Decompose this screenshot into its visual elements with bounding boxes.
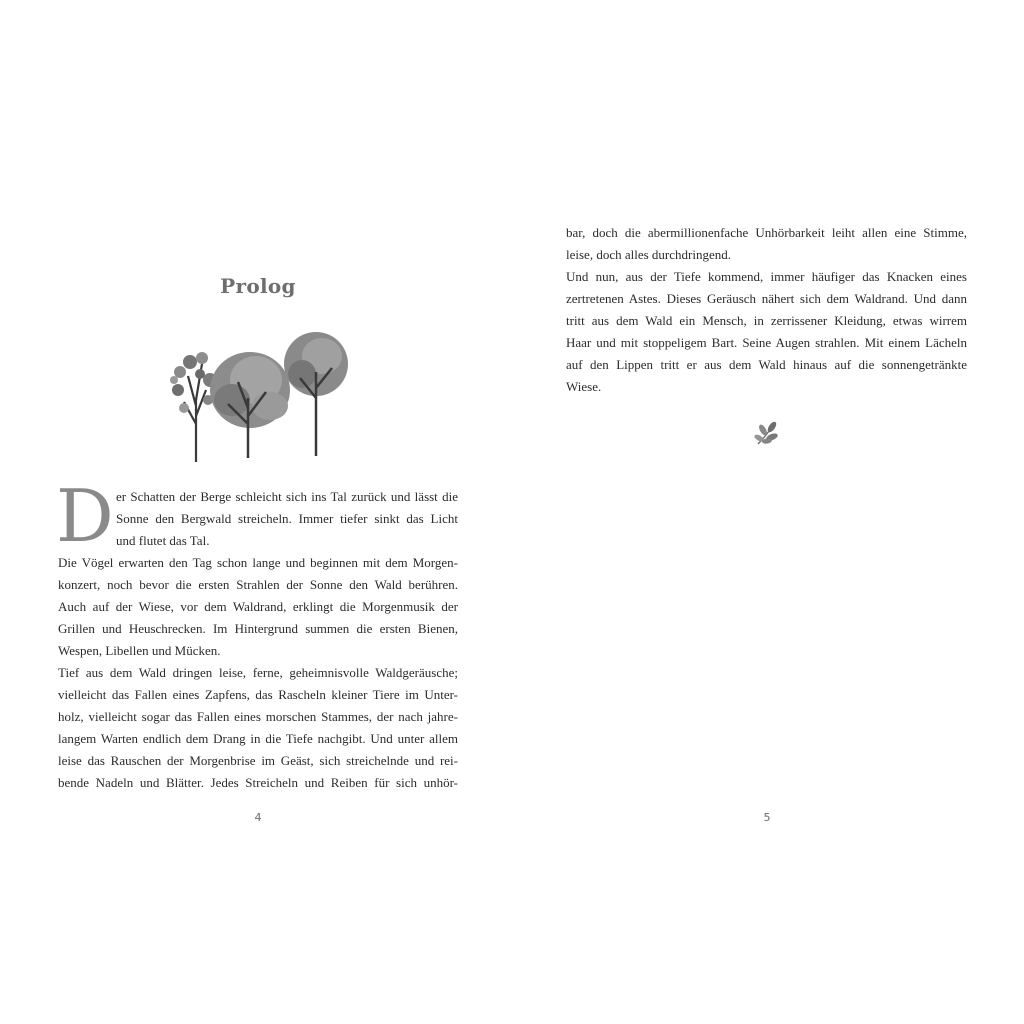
page-number-left: 4 [254, 811, 262, 824]
leaf-sprig-ornament-icon [752, 418, 780, 448]
text-line: auf den Lippen tritt er aus dem Wald hinaus auf die sonnengetränkte [566, 357, 967, 372]
text-line: Und nun, aus der Tiefe kommend, immer häufiger das Knacken eines [566, 269, 967, 284]
text-line: Auch auf der Wiese, vor dem Waldrand, erklingt die Morgenmusik der [58, 599, 458, 614]
right-page [512, 0, 1024, 1024]
text-line: Haar und mit stoppeligem Bart. Seine Augen strahlen. Mit einem Lächeln [566, 335, 967, 350]
text-line: vielleicht das Fallen eines Zapfens, das Rascheln kleiner Tiere im Unter- [58, 687, 458, 702]
text-line: Wespen, Libellen und Mücken. [58, 643, 221, 658]
text-line: Tief aus dem Wald dringen leise, ferne, geheimnisvolle Waldgeräusche; [58, 665, 458, 680]
text-line: Wiese. [566, 379, 602, 394]
text-line: bar, doch die abermillionenfache Unhörbarkeit leiht allen eine Stimme, [566, 225, 967, 240]
drop-cap: D [56, 474, 114, 558]
right-page-body-text [566, 222, 967, 398]
text-line: holz, vielleicht sogar das Fallen eines morschen Stammes, der nach jahre- [58, 709, 458, 724]
text-line: konzert, noch bevor die ersten Strahlen der Sonne den Wald berühren. [58, 577, 458, 592]
chapter-title: Prolog [220, 274, 296, 298]
text-line: zertretenen Astes. Dieses Geräusch nähert sich dem Waldrand. Und dann [566, 291, 967, 306]
text-line: er Schatten der Berge schleicht sich ins Tal zurück und lässt die [116, 489, 458, 504]
text-line: tritt aus dem Wald ein Mensch, in zerrissener Kleidung, etwas wirrem [566, 313, 967, 328]
text-line: und flutet das Tal. [116, 533, 210, 548]
text-line: Grillen und Heuschrecken. Im Hintergrund summen die ersten Bienen, [58, 621, 458, 636]
text-line: leise das Rauschen der Morgenbrise im Geäst, sich streichelnde und rei- [58, 753, 458, 768]
text-line: leise, doch alles durchdringend. [566, 247, 731, 262]
left-page-body-text [58, 486, 458, 794]
text-line: Sonne den Bergwald streicheln. Immer tiefer sinkt das Licht [116, 511, 458, 526]
text-line: langem Warten endlich dem Drang in die Tiefe nachgibt. Und unter allem [58, 731, 458, 746]
three-trees-illustration-icon [166, 328, 352, 466]
text-line: Die Vögel erwarten den Tag schon lange und beginnen mit dem Morgen- [58, 555, 458, 570]
page-number-right: 5 [763, 811, 771, 824]
text-line: bende Nadeln und Blätter. Jedes Streicheln und Reiben für sich unhör- [58, 775, 458, 790]
